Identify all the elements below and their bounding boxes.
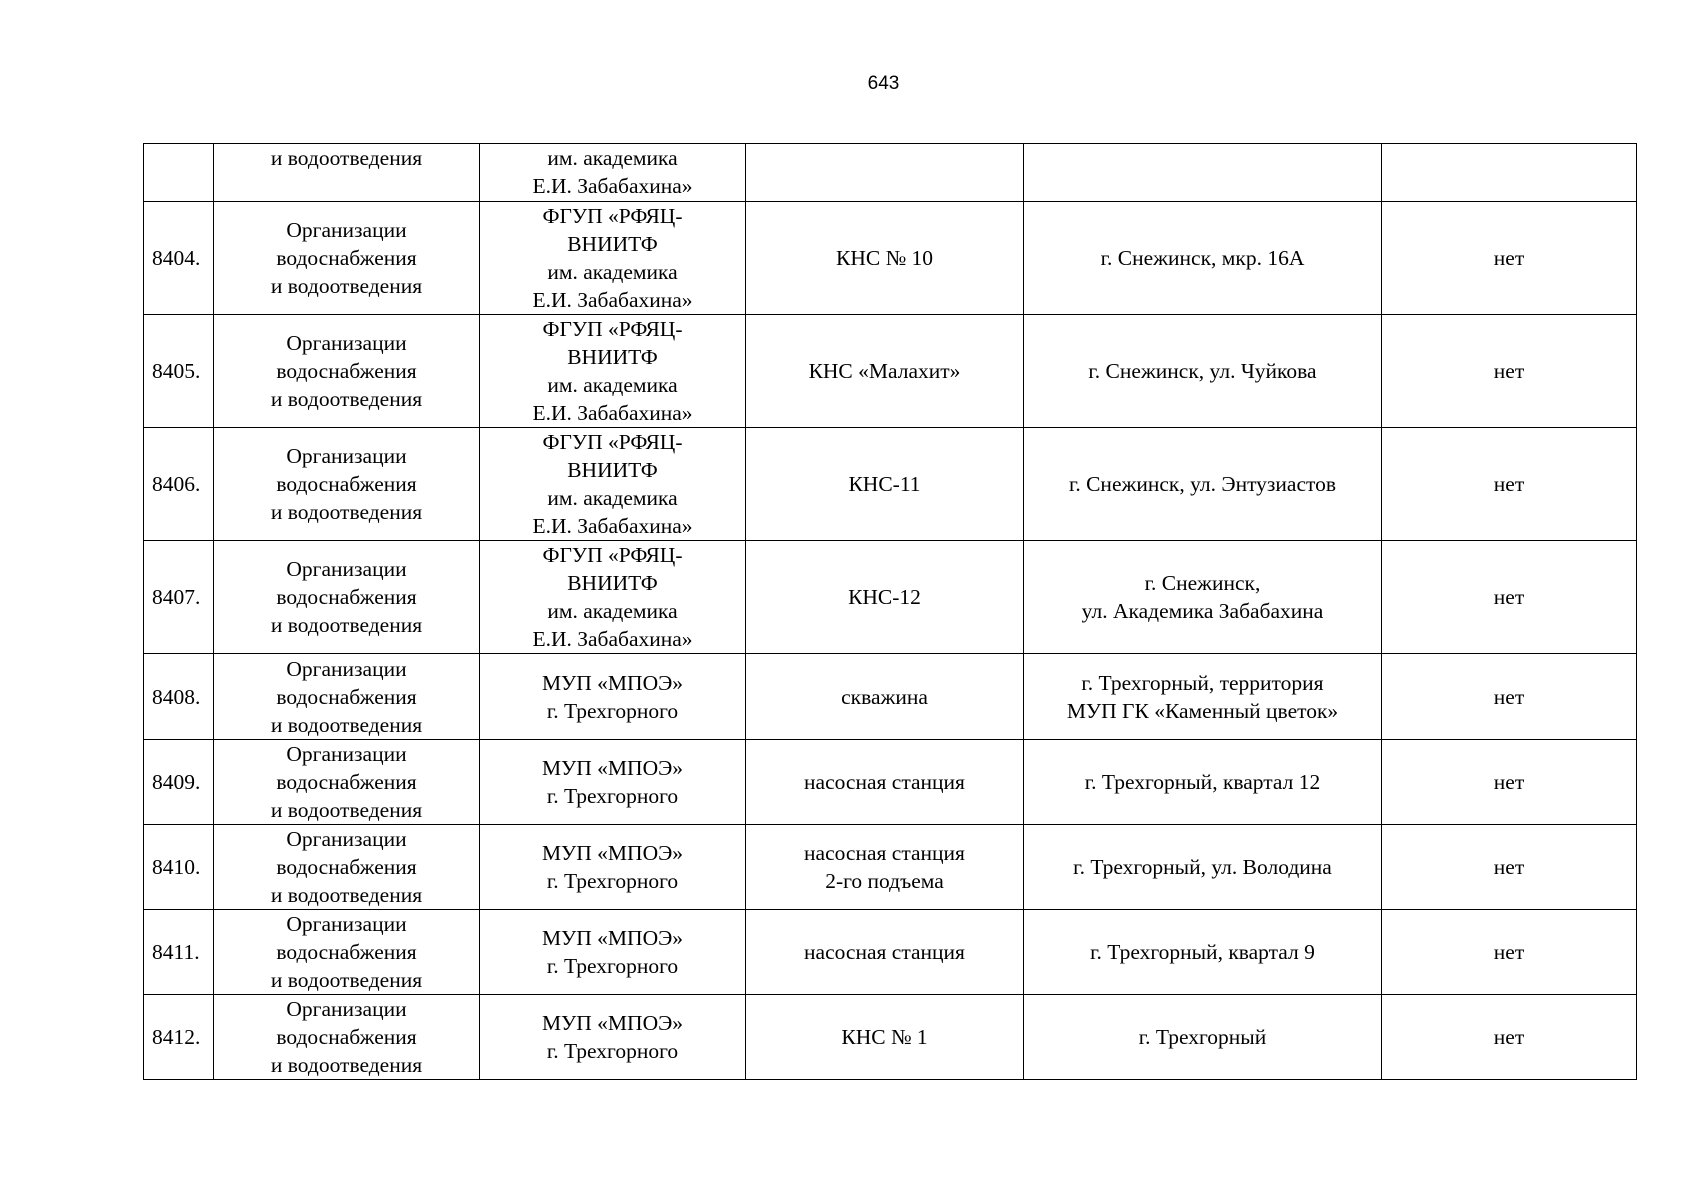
address-cell [1024,739,1382,824]
cell-line: Организации [286,557,407,582]
cell-line: г. Трехгорного [546,953,679,978]
object-cell [746,909,1024,994]
org-type-cell [214,541,480,654]
table-row [144,909,1637,994]
cell-line: г. Трехгорного [546,1038,679,1063]
cell-line: г. Трехгорного [546,698,679,723]
cell-line: ул. Академика Забабахина [1081,599,1324,624]
cell-line: и водоотведения [270,146,423,170]
object-cell [746,202,1024,315]
cell-line: и водоотведения [270,797,423,822]
cell-line: КНС «Малахит» [808,359,961,384]
object-cell [746,824,1024,909]
object-cell [746,428,1024,541]
status-cell: нет [1382,994,1637,1079]
address-cell [1024,144,1382,202]
cell-line: г. Снежинск, ул. Энтузиастов [1068,472,1337,497]
cell-line: Е.И. Забабахина» [532,401,693,426]
cell-line: ВНИИТФ [567,345,658,370]
cell-line: 2-го подъема [825,868,944,893]
table-row [144,202,1637,315]
table-row-continuation [144,144,1637,202]
cell-line: ФГУП «РФЯЦ- [542,204,683,229]
cell-line: Организации [286,996,407,1021]
org-type-cell [214,654,480,739]
org-type-cell [214,739,480,824]
object-cell [746,541,1024,654]
address-cell [1024,994,1382,1079]
cell-line: и водоотведения [270,1052,423,1077]
row-number-cell: 8405. [144,315,214,428]
cell-line: г. Снежинск, ул. Чуйкова [1088,359,1317,384]
org-name-cell [480,144,746,202]
org-type-cell [214,824,480,909]
org-name-cell [480,315,746,428]
cell-line: им. академика [547,146,678,170]
cell-line: насосная станция [804,840,965,865]
cell-line: МУП «МПОЭ» [541,840,684,865]
cell-line: водоснабжения [276,359,417,384]
address-cell [1024,654,1382,739]
cell-line: КНС № 10 [836,246,933,271]
status-cell: нет [1382,315,1637,428]
cell-line: насосная станция [804,769,965,794]
org-name-cell [480,428,746,541]
cell-line: Организации [286,911,407,936]
page-number: 643 [867,73,900,94]
cell-line: ВНИИТФ [567,232,658,257]
org-type-cell [214,994,480,1079]
org-type-cell [214,909,480,994]
cell-line: КНС-12 [848,585,921,610]
address-cell [1024,909,1382,994]
row-number-cell: 8410. [144,824,214,909]
cell-line: водоснабжения [276,769,417,794]
row-number-cell: 8409. [144,739,214,824]
org-name-cell [480,739,746,824]
table-row [144,541,1637,654]
cell-line: г. Снежинск, [1144,571,1261,596]
cell-line: Организации [286,444,407,469]
cell-line: МУП «МПОЭ» [541,1010,684,1035]
table-row [144,315,1637,428]
cell-line: и водоотведения [270,882,423,907]
cell-line: ВНИИТФ [567,571,658,596]
status-cell: нет [1382,428,1637,541]
cell-line: г. Трехгорный, территория [1081,670,1324,695]
row-number-cell: 8406. [144,428,214,541]
cell-line: Организации [286,656,407,681]
org-name-cell [480,654,746,739]
cell-line: ВНИИТФ [567,458,658,483]
object-cell [746,739,1024,824]
cell-line: МУП «МПОЭ» [541,670,684,695]
cell-line: скважина [841,684,928,709]
table-row [144,739,1637,824]
row-number-cell [144,144,214,202]
registry-table [143,143,1637,1080]
cell-line: г. Трехгорного [546,783,679,808]
cell-line: г. Снежинск, мкр. 16А [1100,246,1305,271]
status-cell: нет [1382,909,1637,994]
row-number-cell: 8408. [144,654,214,739]
cell-line: насосная станция [804,939,965,964]
cell-line: водоснабжения [276,1024,417,1049]
cell-line: им. академика [547,486,678,511]
cell-line: ФГУП «РФЯЦ- [542,543,683,568]
cell-line: КНС № 1 [841,1024,928,1049]
status-cell: нет [1382,824,1637,909]
cell-line: водоснабжения [276,939,417,964]
cell-line: Организации [286,218,407,243]
cell-line: МУП «МПОЭ» [541,925,684,950]
cell-line: им. академика [547,599,678,624]
status-cell: нет [1382,654,1637,739]
org-name-cell [480,202,746,315]
status-cell: нет [1382,202,1637,315]
org-name-cell [480,541,746,654]
org-type-cell [214,144,480,202]
org-type-cell [214,428,480,541]
cell-line: г. Трехгорный, квартал 9 [1090,939,1315,964]
cell-line: Е.И. Забабахина» [532,174,693,198]
status-cell [1382,144,1637,202]
cell-line: и водоотведения [270,967,423,992]
cell-line: Организации [286,331,407,356]
cell-line: водоснабжения [276,585,417,610]
object-cell [746,994,1024,1079]
cell-line: МУП ГК «Каменный цветок» [1066,698,1339,723]
cell-line: и водоотведения [270,387,423,412]
object-cell [746,315,1024,428]
address-cell [1024,541,1382,654]
address-cell [1024,202,1382,315]
table-row [144,654,1637,739]
org-name-cell [480,994,746,1079]
cell-line: им. академика [547,373,678,398]
cell-line: г. Трехгорный [1138,1024,1267,1049]
cell-line: КНС-11 [848,472,921,497]
row-number-cell: 8411. [144,909,214,994]
cell-line: водоснабжения [276,472,417,497]
registry-table-body [144,144,1637,1080]
cell-line: водоснабжения [276,246,417,271]
cell-line: водоснабжения [276,854,417,879]
table-row [144,994,1637,1079]
cell-line: им. академика [547,260,678,285]
org-name-cell [480,909,746,994]
cell-line: и водоотведения [270,712,423,737]
object-cell [746,144,1024,202]
cell-line: г. Трехгорного [546,868,679,893]
status-cell: нет [1382,739,1637,824]
cell-line: МУП «МПОЭ» [541,755,684,780]
cell-line: и водоотведения [270,274,423,299]
cell-line: ФГУП «РФЯЦ- [542,317,683,342]
status-cell: нет [1382,541,1637,654]
org-type-cell [214,202,480,315]
address-cell [1024,315,1382,428]
object-cell [746,654,1024,739]
cell-line: водоснабжения [276,684,417,709]
cell-line: Е.И. Забабахина» [532,514,693,539]
table-row [144,824,1637,909]
org-name-cell [480,824,746,909]
cell-line: Е.И. Забабахина» [532,288,693,313]
cell-line: г. Трехгорный, квартал 12 [1084,769,1321,794]
cell-line: ФГУП «РФЯЦ- [542,430,683,455]
org-type-cell [214,315,480,428]
row-number-cell: 8404. [144,202,214,315]
cell-line: г. Трехгорный, ул. Володина [1073,854,1332,879]
row-number-cell: 8412. [144,994,214,1079]
address-cell [1024,824,1382,909]
address-cell [1024,428,1382,541]
table-row [144,428,1637,541]
cell-line: Организации [286,826,407,851]
cell-line: Организации [286,741,407,766]
cell-line: и водоотведения [270,500,423,525]
cell-line: и водоотведения [270,613,423,638]
cell-line: Е.И. Забабахина» [532,627,693,652]
row-number-cell: 8407. [144,541,214,654]
